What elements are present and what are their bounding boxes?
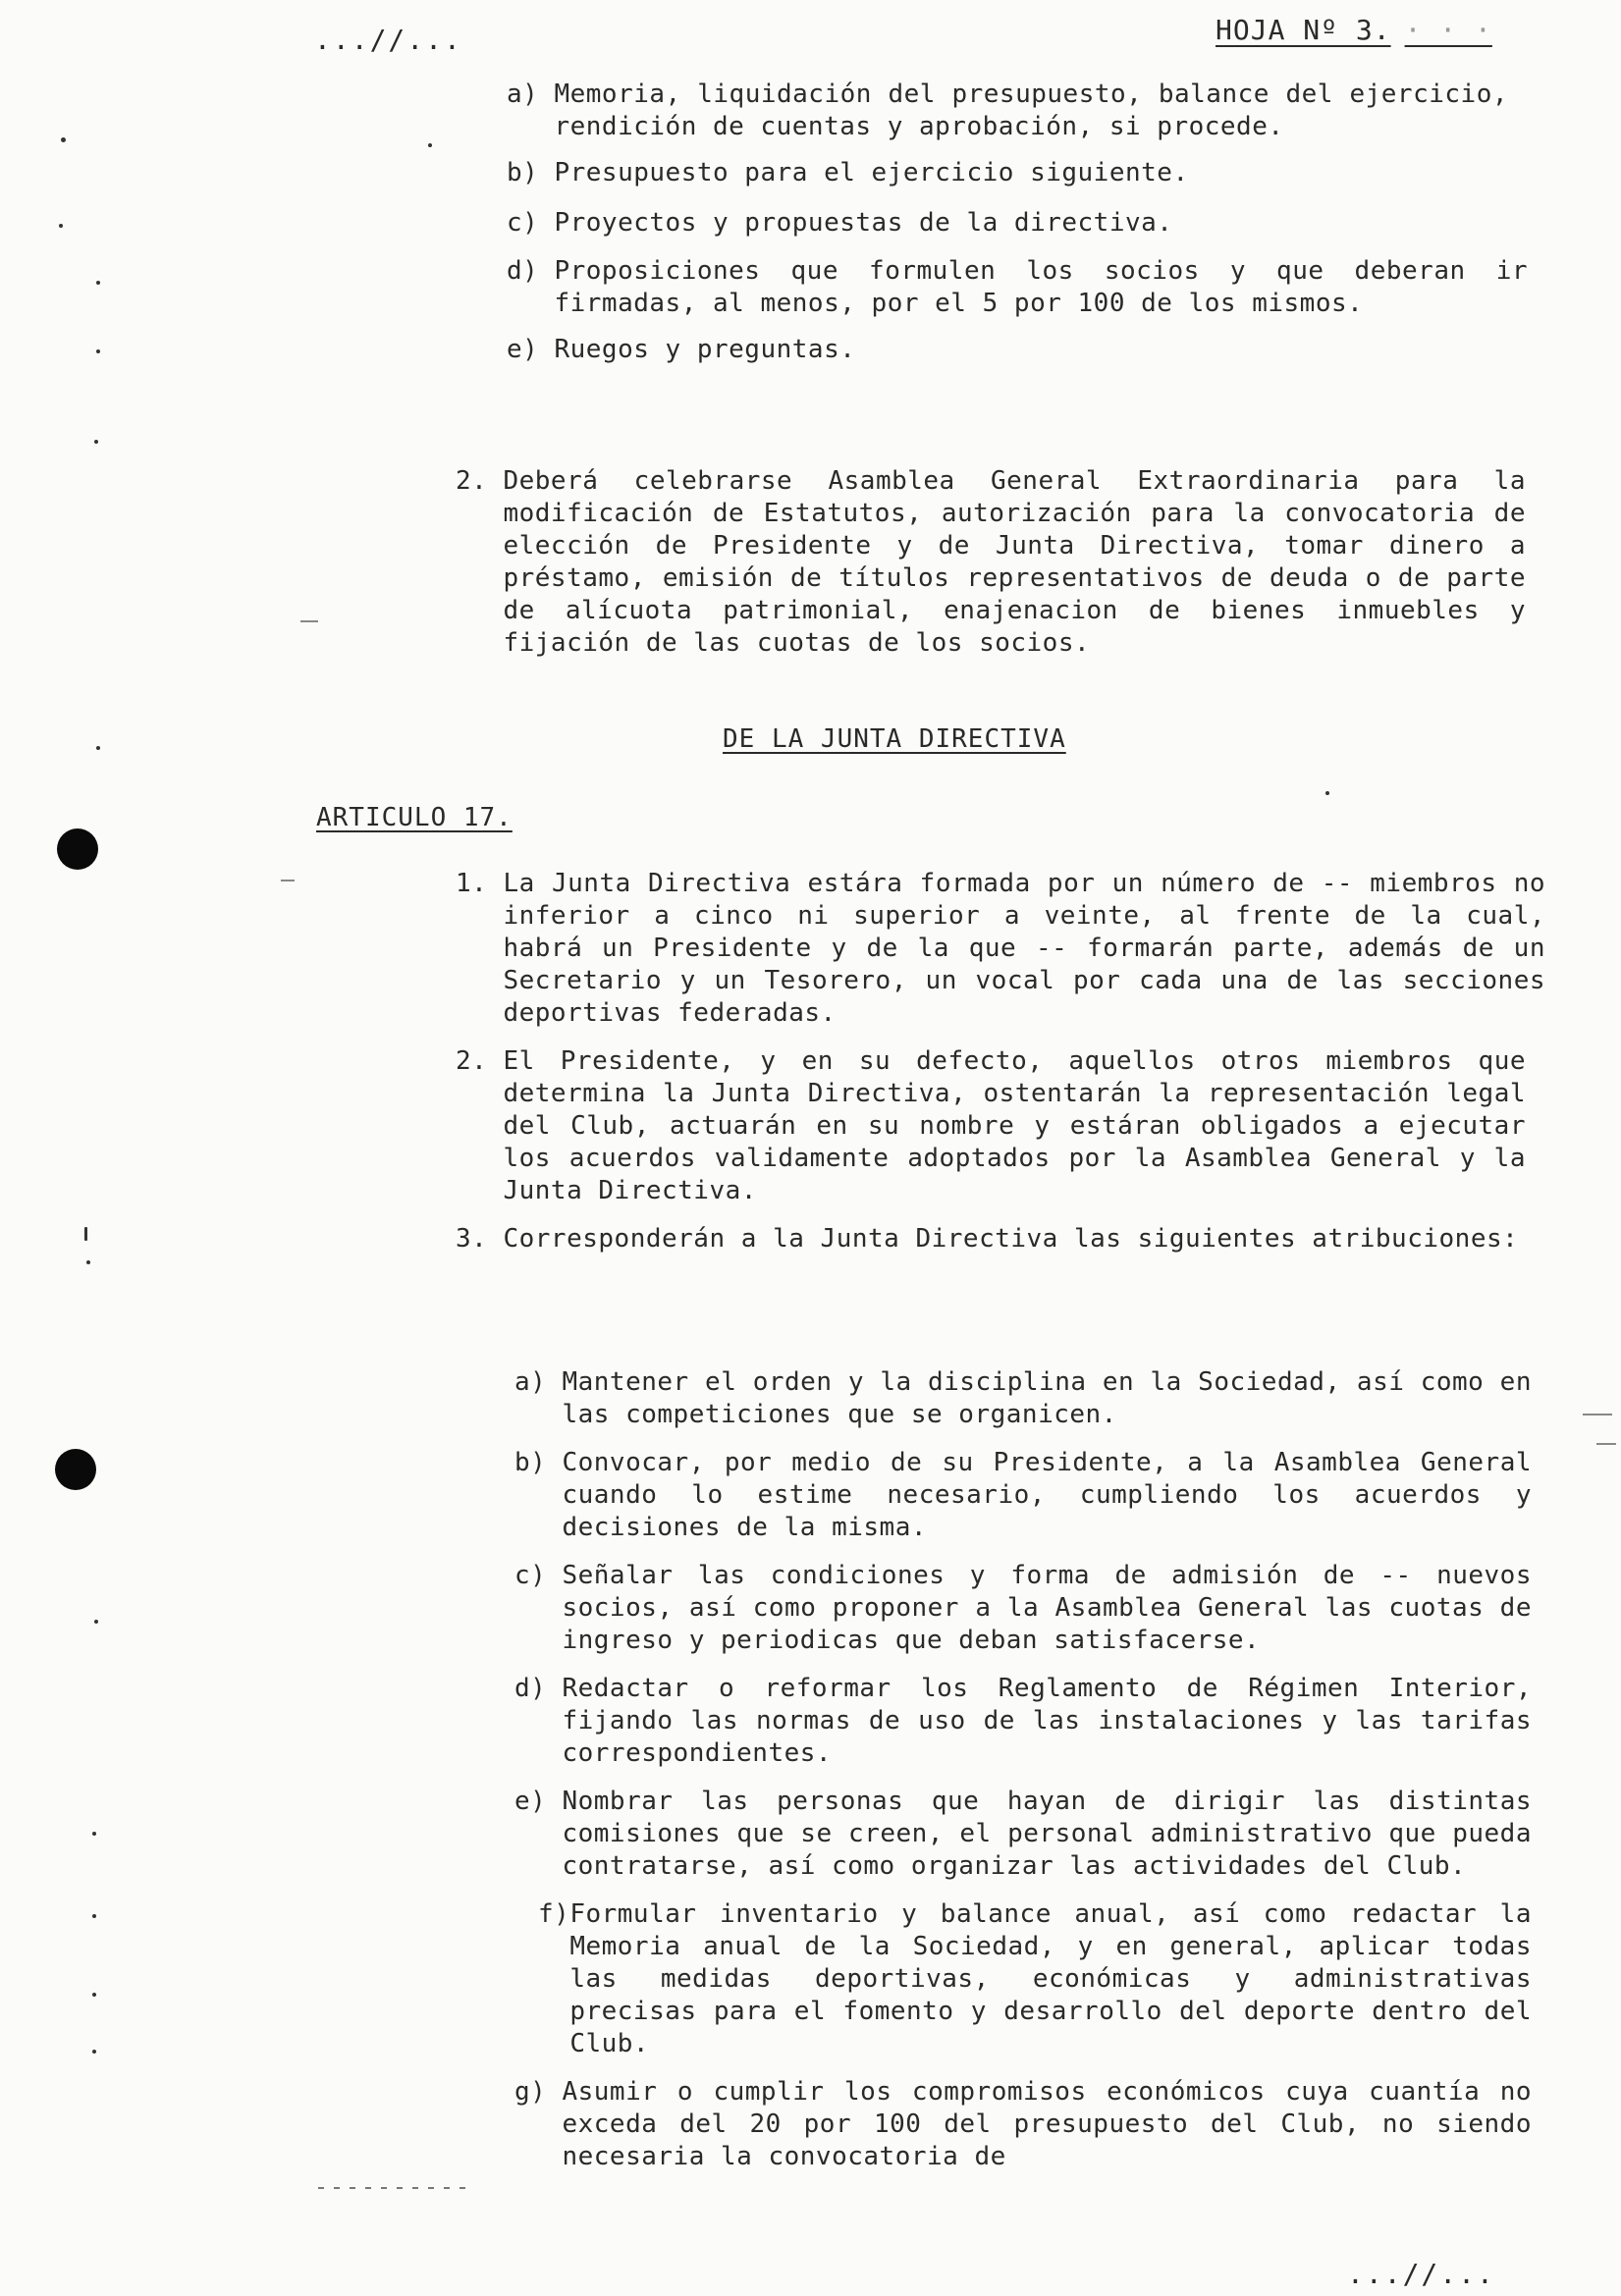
list-item-text: Memoria, liquidación del presupuesto, balance del ejercicio, rendición de cuentas y aprobación, si procede. — [554, 80, 1508, 141]
list-item — [514, 1786, 1532, 1883]
list-item — [514, 1447, 1532, 1544]
scan-speck — [92, 1914, 96, 1918]
scan-dots: · · · — [1404, 14, 1492, 46]
list-item — [507, 207, 1508, 240]
list-item-text: Presupuesto para el ejercicio siguiente. — [554, 158, 1189, 187]
scan-mark — [318, 2187, 465, 2189]
article-points — [456, 868, 1545, 1255]
list-item — [507, 79, 1508, 143]
scan-speck — [61, 137, 66, 142]
point-number: 2. — [456, 466, 488, 496]
point-number: 1. — [456, 869, 488, 898]
point-text: Corresponderán a la Junta Directiva las siguientes atribuciones: — [503, 1224, 1519, 1254]
list-item-text: Mantener el orden y la disciplina en la Sociedad, así como en las competiciones que se organicen. — [562, 1367, 1532, 1429]
list-item-label: b) — [514, 1448, 547, 1477]
list-item-label: e) — [507, 335, 539, 364]
list-item — [507, 255, 1528, 320]
list-item — [507, 157, 1508, 189]
scan-speck — [86, 1260, 90, 1264]
list-item-text: Proposiciones que formulen los socios y que deberan ir firmadas, al menos, por el 5 por 100 de los mismos. — [554, 256, 1528, 318]
scan-speck — [1325, 791, 1329, 795]
list-item-label: e) — [514, 1787, 547, 1816]
list-item-label: c) — [507, 208, 539, 238]
binder-hole-bottom — [55, 1449, 96, 1490]
sheet-number-label: HOJA Nº 3. — [1216, 14, 1391, 46]
scan-speck — [84, 1227, 87, 1241]
list-item-label: a) — [507, 80, 539, 109]
continuation-mark-footer: ...//... — [1347, 2258, 1495, 2290]
list-item-text: Proyectos y propuestas de la directiva. — [554, 208, 1173, 238]
scan-speck — [94, 1620, 98, 1624]
list-item-text: Convocar, por medio de su Presidente, a la Asamblea General cuando lo estime necesario, cumpliendo los acuerdos y decisiones de la misma. — [562, 1448, 1532, 1542]
list-item-label: d) — [514, 1674, 547, 1703]
point-text: Deberá celebrarse Asamblea General Extraordinaria para la modificación de Estatutos, autorización para la convocatoria de elección de Presidente y de Junta Directiva, tomar dinero a préstamo, emisión de títulos representativos de deuda o de parte de alícuota patrimonial, enajenacion de bienes inmuebles y fijación de las cuotas de los socios. — [503, 466, 1526, 658]
point-number: 3. — [456, 1224, 488, 1254]
article-point — [456, 868, 1545, 1030]
scan-speck — [94, 440, 98, 444]
continuation-mark: ...//... — [314, 24, 462, 56]
list-item-label: b) — [507, 158, 539, 187]
scan-speck — [428, 143, 432, 147]
agenda-list — [507, 79, 1528, 366]
list-item-label: d) — [507, 256, 539, 286]
list-item — [514, 1560, 1532, 1657]
list-item — [538, 1898, 1532, 2060]
list-item-label: a) — [514, 1367, 547, 1397]
scan-mark — [1583, 1414, 1612, 1415]
scan-speck — [96, 746, 100, 750]
binder-hole-top — [57, 828, 98, 870]
list-item — [507, 334, 1508, 366]
section-title: DE LA JUNTA DIRECTIVA — [723, 724, 1066, 754]
article-point — [456, 1045, 1526, 1207]
point-number: 2. — [456, 1046, 488, 1076]
list-item — [514, 2076, 1532, 2173]
article-title: ARTICULO 17. — [316, 803, 513, 832]
scan-speck — [96, 349, 100, 353]
list-item — [514, 1366, 1532, 1431]
scan-mark — [1596, 1443, 1616, 1445]
list-item-text: Formular inventario y balance anual, así como redactar la Memoria anual de la Sociedad, y en general, aplicar todas las medidas deportivas, económicas y administrativas precisas para el fomento y desarrollo del deporte dentro del Club. — [569, 1899, 1532, 2058]
point-text: El Presidente, y en su defecto, aquellos otros miembros que determina la Junta Directiva, ostentarán la representación legal del Club, actuarán en su nombre y estáran obligados a ejecutar los acuerdos validamente adoptados por la Asamblea General y la Junta Directiva. — [503, 1046, 1526, 1205]
scan-speck — [96, 281, 100, 285]
scan-speck — [59, 224, 63, 228]
point-text: La Junta Directiva estára formada por un número de -- miembros no inferior a cinco ni superior a veinte, al frente de la cual, habrá un Presidente y de la que -- formarán parte, además de un Secretario y un Tesorero, un vocal por cada una de las secciones deportivas federadas. — [503, 869, 1545, 1028]
article-point — [456, 465, 1526, 660]
scan-mark — [300, 620, 318, 622]
list-item-label: g) — [514, 2077, 547, 2107]
list-item-label: c) — [514, 1561, 547, 1590]
scan-speck — [92, 1832, 96, 1836]
list-item-text: Asumir o cumplir los compromisos económicos cuya cuantía no exceda del 20 por 100 del presupuesto del Club, no siendo necesaria la convocatoria de — [562, 2077, 1532, 2171]
article-point — [456, 1223, 1526, 1255]
scan-speck — [92, 2050, 96, 2054]
list-item — [514, 1673, 1532, 1770]
list-item-label: f) — [538, 1899, 570, 1929]
list-item-text: Ruegos y preguntas. — [554, 335, 856, 364]
attributions-list — [514, 1366, 1532, 2173]
list-item-text: Nombrar las personas que hayan de dirigir las distintas comisiones que se creen, el personal administrativo que pueda contratarse, así como organizar las actividades del Club. — [562, 1787, 1532, 1881]
sheet-number — [1216, 14, 1492, 46]
list-item-text: Redactar o reformar los Reglamento de Régimen Interior, fijando las normas de uso de las instalaciones y las tarifas correspondientes. — [562, 1674, 1532, 1768]
scan-mark — [281, 880, 295, 881]
list-item-text: Señalar las condiciones y forma de admisión de -- nuevos socios, así como proponer a la Asamblea General las cuotas de ingreso y periodicas que deban satisfacerse. — [562, 1561, 1532, 1655]
scan-speck — [92, 1993, 96, 1997]
